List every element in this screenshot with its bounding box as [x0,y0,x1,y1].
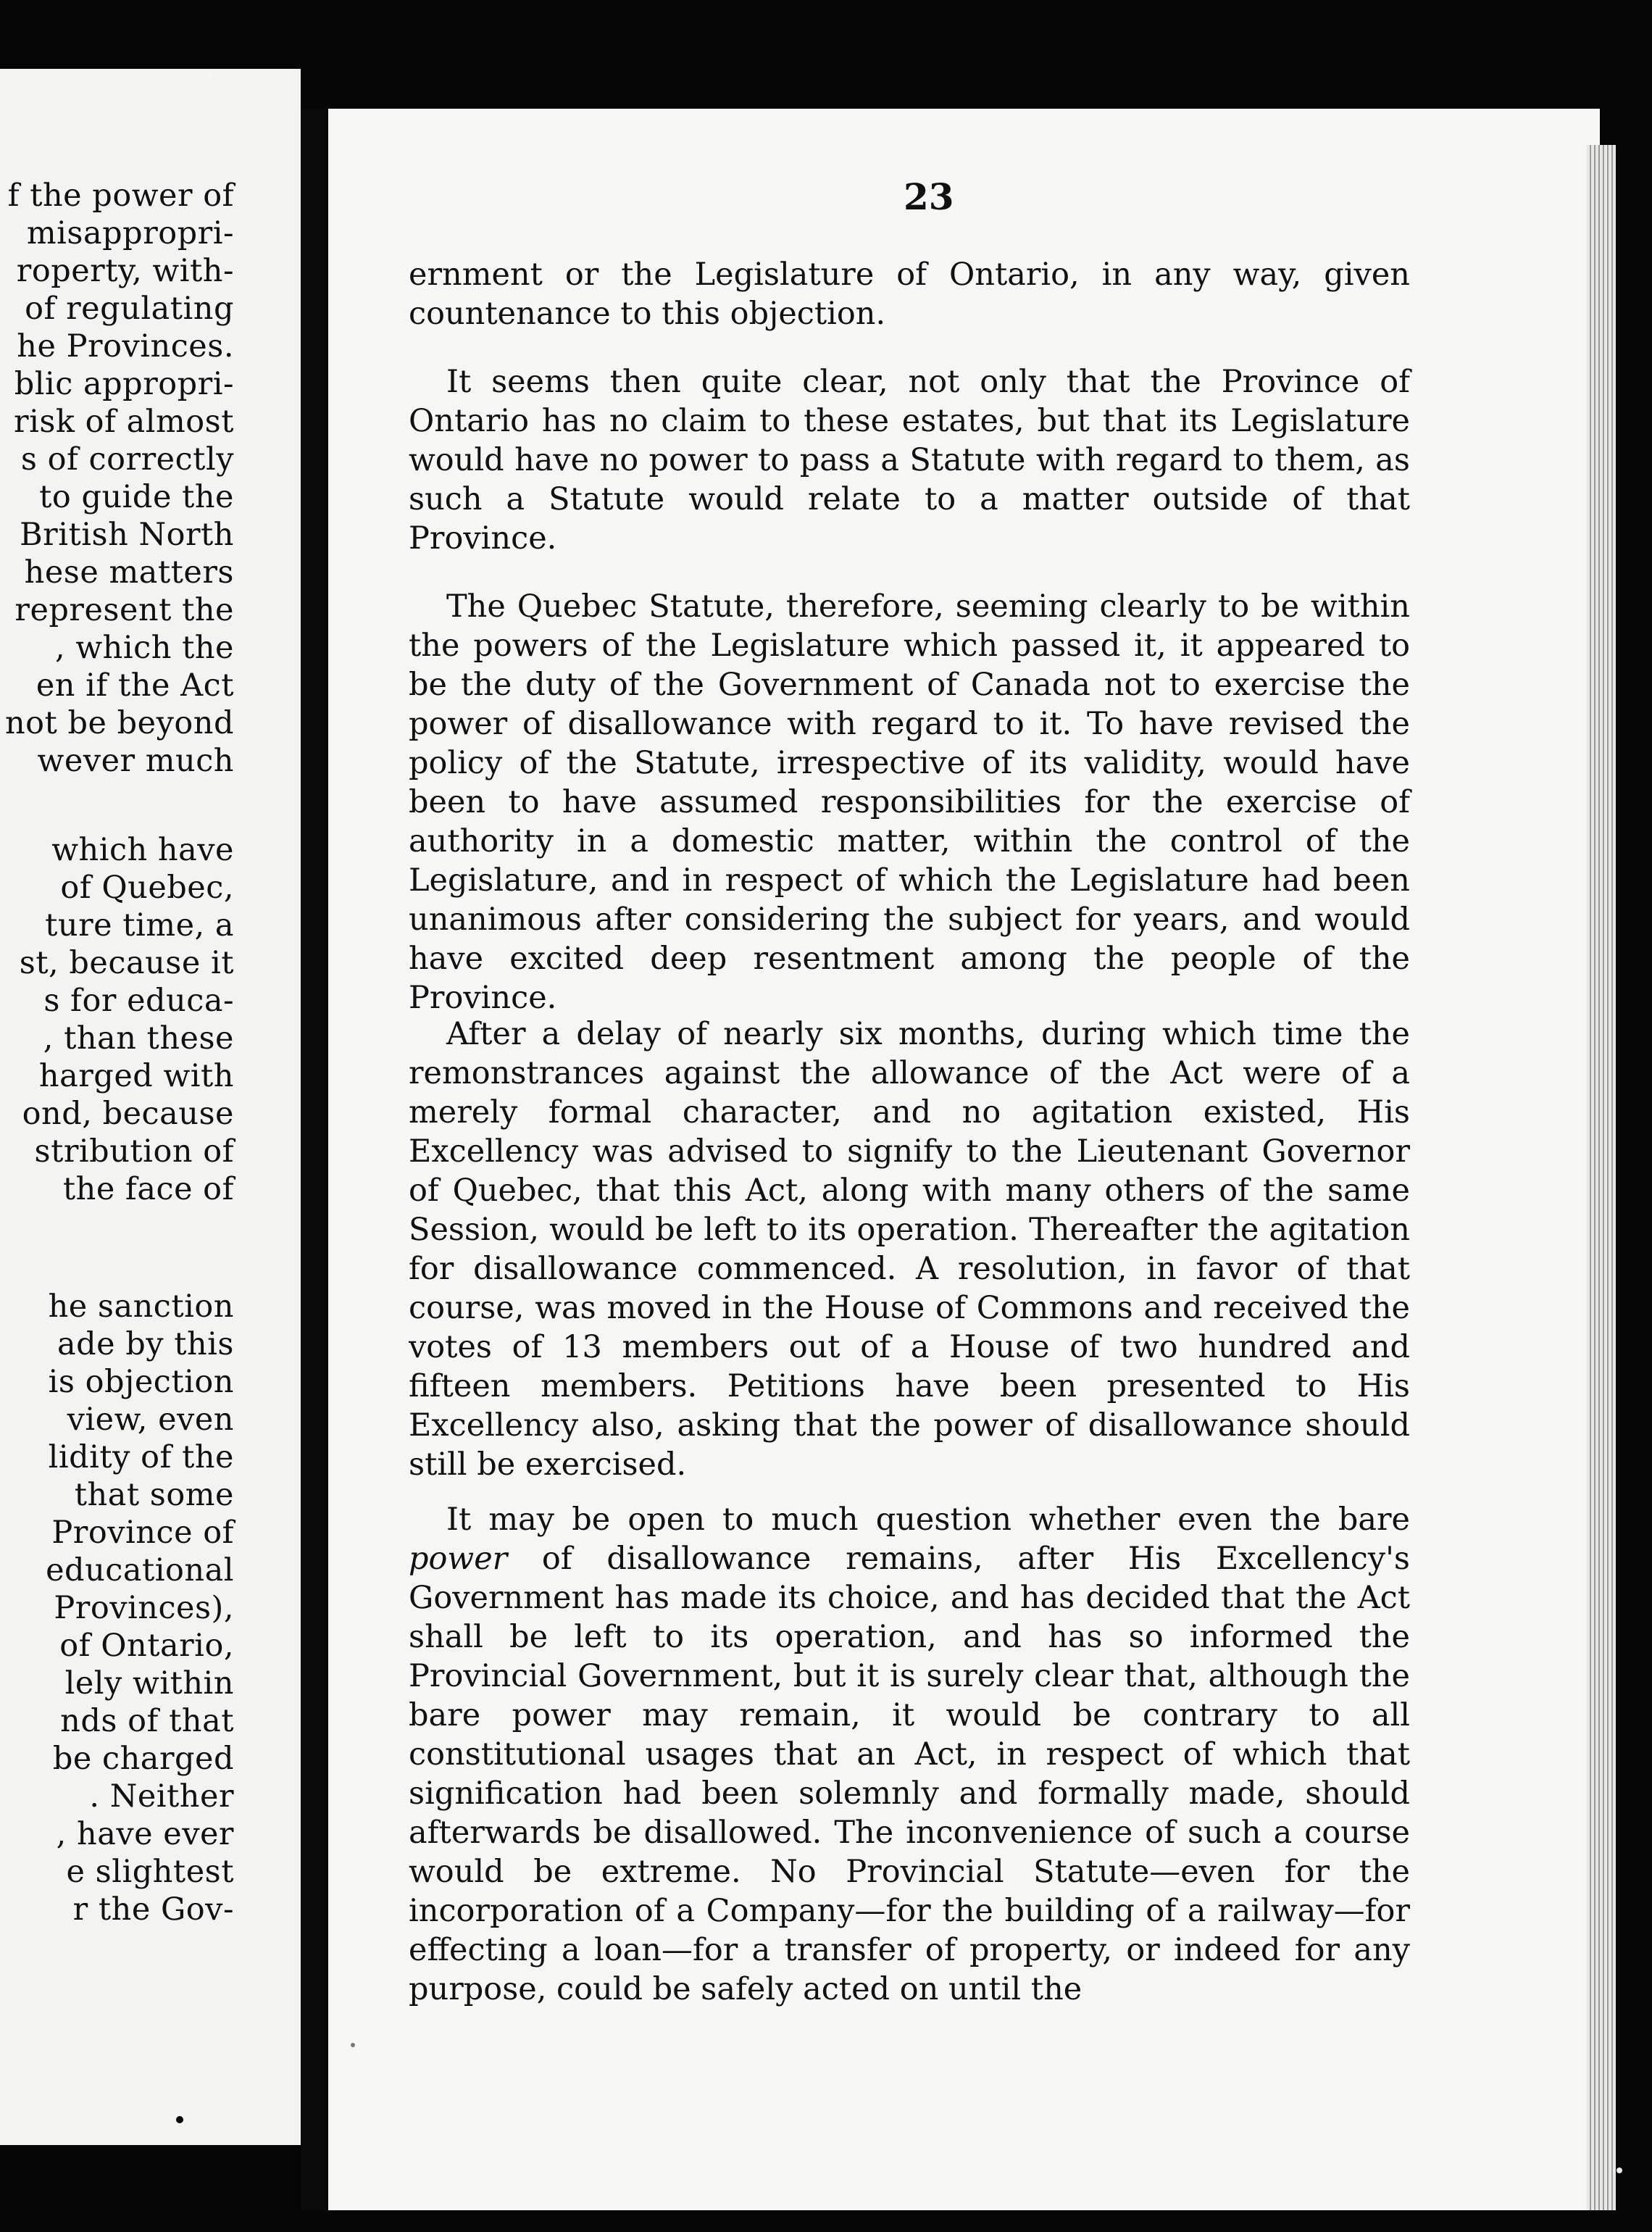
left-page-line: e slightest [66,1854,234,1890]
left-page-line: be charged [52,1741,234,1777]
left-page-line: view, even [67,1402,234,1438]
paragraph-delay [409,1015,1410,1484]
left-page-line: lidity of the [48,1439,234,1475]
paragraph-start: It may be open to much question whether even the bare [446,1502,1410,1538]
paragraph-text: The Quebec Statute, therefore, seeming clearly to be within the powers of the Legislature which passed it, it appeared to be the duty of the Government of Canada not to exercise the power of disallowance with regard to it. To have revised the policy of the Statute, irrespective of its validity, would have been to have assumed responsibilities for the exercise of authority in a domestic matter, within the control of the Legislature, and in respect of which the Legislature had been unanimous after considering the subject for years, and would have excited deep resentment among the people of the Province. [409,588,1410,1016]
speck [1616,2168,1622,2173]
left-page-line: ond, because [22,1096,234,1132]
left-page-line: is objection [48,1364,234,1400]
left-page-line: hese matters [24,554,234,591]
paragraph-text: After a delay of nearly six months, during which time the remonstrances against the allowance of the Act were of a merely formal character, and no agitation existed, His Excellency was advised to signify to the Lieutenant Governor of Quebec, that this Act, along with many others of the same Session, would be left to its operation. Thereafter the agitation for disallowance commenced. A resolution, in favor of that course, was moved in the House of Commons and received the votes of 13 members out of a House of two hundred and fifteen members. Petitions have been presented to His Excellency also, asking that the power of disallowance should still be exercised. [409,1016,1410,1483]
left-page [0,69,301,2145]
left-page-line: that some [74,1477,234,1513]
left-page-line: s of correctly [20,441,234,478]
left-page-line: the face of [62,1171,234,1207]
left-page-line: ture time, a [45,907,234,944]
left-page-line: of Ontario, [59,1628,234,1664]
left-page-line: s for educa- [43,983,234,1019]
book-spine [301,109,328,2210]
left-page-line: of regulating [25,291,234,327]
left-page-line: which have [51,832,234,868]
left-page-line: of Quebec, [60,870,234,906]
left-page-line: , than these [43,1020,234,1057]
left-page-line: , have ever [56,1816,234,1852]
left-page-line: represent the [14,592,234,628]
left-page-line: blic appropri- [14,366,234,402]
left-page-line: nds of that [60,1703,234,1739]
left-page-line: st, because it [19,945,234,981]
left-page-line: British North [20,517,234,553]
left-page-line: , which the [55,630,234,666]
left-page-line: roperty, with- [16,253,234,289]
paragraph-continuation [409,255,1410,333]
left-page-line: Provinces), [54,1590,234,1626]
left-page-line: f the power of [7,178,234,214]
paragraph-rest: of disallowance remains, after His Excellency's Government has made its choice, and has decided that the Act shall be left to its operation, and has so informed the Provincial Government, but it is surely clear that, although the bare power may remain, it would be contrary to all constitutional usages that an Act, in respect of which that signification had been solemnly and formally made, should afterwards be disallowed. The inconvenience of such a course would be extreme. No Provincial Statute—even for the incorporation of a Company—for the building of a railway—for effecting a loan—for a transfer of property, or indeed for any purpose, could be safely acted on until the [409,1541,1410,2007]
left-page-line: en if the Act [36,667,234,704]
paragraph-text: ernment or the Legislature of Ontario, in any way, given countenance to this objection. [409,257,1410,332]
left-page-line: he sanction [48,1288,234,1325]
left-page-line: stribution of [34,1133,234,1170]
paragraph-ontario-claim [409,362,1410,558]
paragraph-quebec-statute [409,587,1410,1017]
left-page-line: wever much [37,743,234,779]
left-page-line: educational [46,1552,234,1588]
left-page-line: lely within [64,1665,234,1702]
left-page-line: r the Gov- [72,1891,234,1928]
paragraph-text: It seems then quite clear, not only that the Province of Ontario has no claim to these estates, but that its Legislature would have no power to pass a Statute with regard to them, as such a Statute would relate to a matter outside of that Province. [409,364,1410,557]
left-page-line: Province of [51,1515,234,1551]
paragraph-power-of-disallowance [409,1500,1410,2009]
left-page-line: . Neither [89,1778,234,1815]
left-page-line: he Provinces. [17,328,234,365]
italic-word: power [409,1541,508,1577]
left-page-line: risk of almost [14,404,234,440]
page-edges [1587,145,1616,2210]
left-page-line: harged with [38,1058,234,1094]
left-page-line: not be beyond [4,705,234,741]
left-page-line: to guide the [39,479,234,515]
left-page-line: misappropri- [26,215,234,251]
paragraph-text [409,1500,1410,2009]
page-number: 23 [904,175,954,218]
left-page-line: ade by this [57,1326,234,1362]
